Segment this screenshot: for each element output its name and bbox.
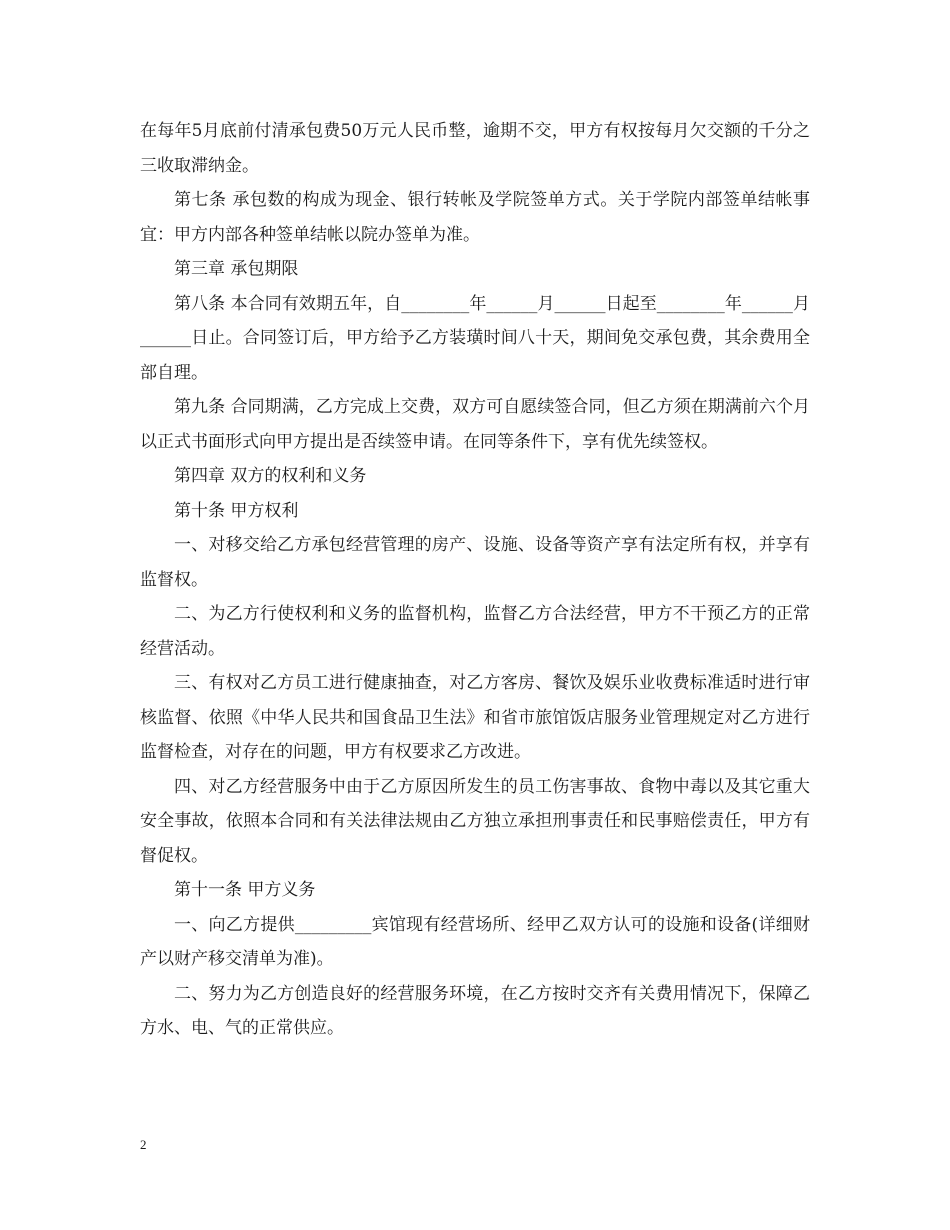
heading-chapter-3: 第三章 承包期限 [174,259,299,279]
heading-article-10: 第十条 甲方权利 [174,500,299,521]
paragraph-article-7: 第七条 承包数的构成为现金、银行转帐及学院签单方式。关于学院内部签单结帐事宜：甲方内部各种签单结帐以院办签单为准。 [140,190,810,245]
paragraph-article-10-item-1: 一、对移交给乙方承包经营管理的房产、设施、设备等资产享有法定所有权，并享有监督权。 [140,535,810,590]
paragraph-article-11-item-2: 二、努力为乙方创造良好的经营服务环境，在乙方按时交齐有关费用情况下，保障乙方水、电、气的正常供应。 [140,983,810,1038]
heading-article-11: 第十一条 甲方义务 [174,880,316,900]
document-body [140,114,810,1046]
paragraph-article-10-item-4: 四、对乙方经营服务中由于乙方原因所发生的员工伤害事故、食物中毒以及其它重大安全事故，依照本合同和有关法律法规由乙方独立承担刑事责任和民事赔偿责任，甲方有督促权。 [140,776,810,866]
page-number: 2 [140,1137,147,1152]
heading-chapter-4: 第四章 双方的权利和义务 [174,466,367,486]
paragraph-article-11-item-1: 一、向乙方提供_________宾馆现有经营场所、经甲乙双方认可的设施和设备(详细财产以财产移交清单为准)。 [140,914,810,969]
paragraph-article-8: 第八条 本合同有效期五年，自________年______月______日起至________年______月______日止。合同签订后，甲方给予乙方装璜时间八十天，期间免交承包费，其余费用全部自理。 [140,293,810,383]
paragraph-payment-deadline: 在每年5月底前付清承包费50万元人民币整，逾期不交，甲方有权按每月欠交额的千分之三收取滞纳金。 [140,121,810,176]
paragraph-article-10-item-3: 三、有权对乙方员工进行健康抽查，对乙方客房、餐饮及娱乐业收费标准适时进行审核监督、依照《中华人民共和国食品卫生法》和省市旅馆饭店服务业管理规定对乙方进行监督检查，对存在的问题，甲方有权要求乙方改进。 [140,673,810,762]
paragraph-article-9: 第九条 合同期满，乙方完成上交费，双方可自愿续签合同，但乙方须在期满前六个月以正式书面形式向甲方提出是否续签申请。在同等条件下，享有优先续签权。 [140,397,810,452]
paragraph-article-10-item-2: 二、为乙方行使权利和义务的监督机构，监督乙方合法经营，甲方不干预乙方的正常经营活动。 [140,604,810,659]
